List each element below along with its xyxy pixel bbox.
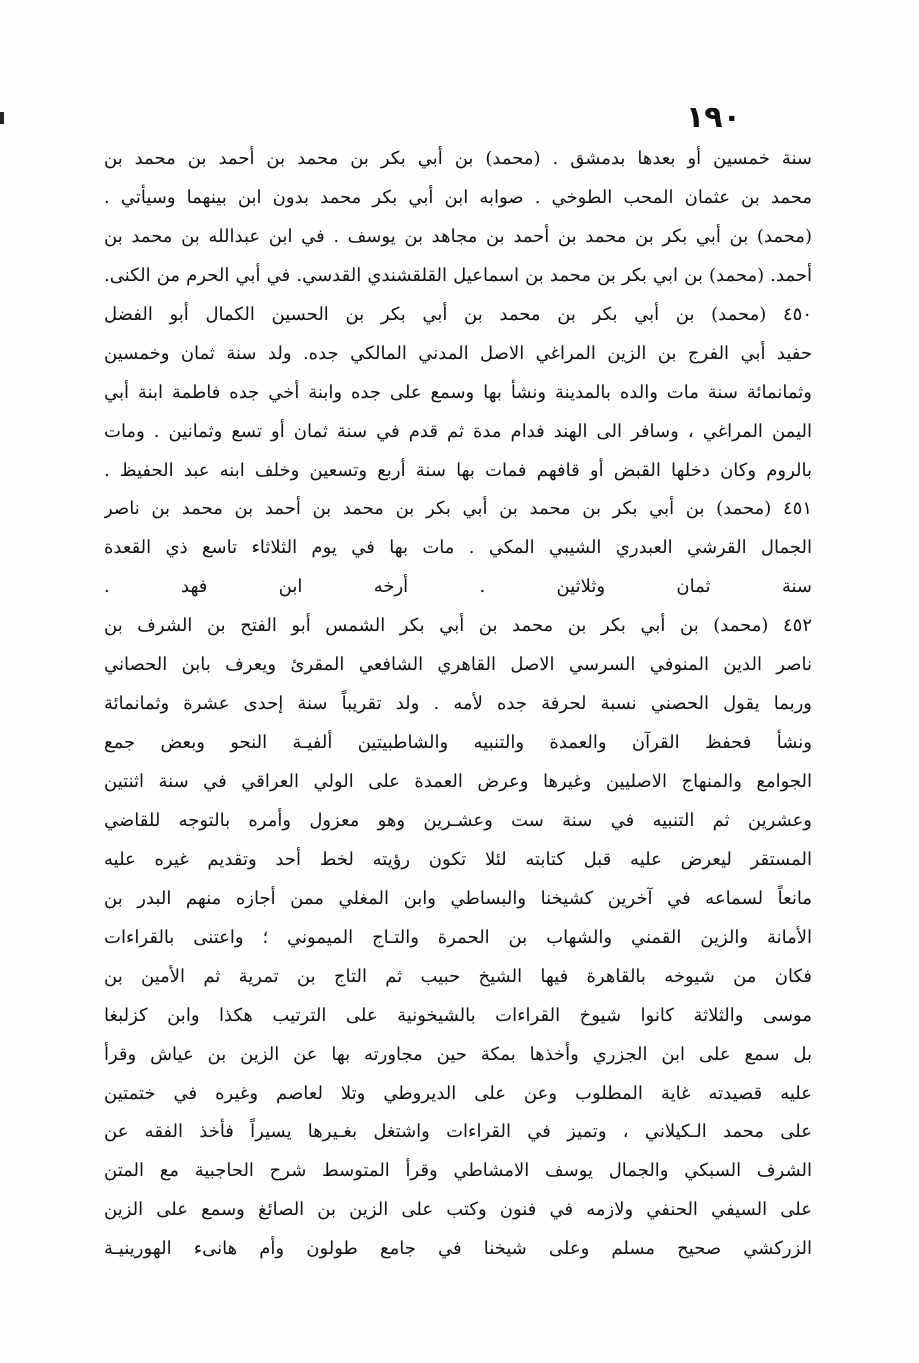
page-body-text <box>104 140 812 1269</box>
text-line: أحمد. (محمد) بن ابي بكر بن محمد بن اسماعيل القلقشندي القدسي. في أبي الحرم من الكنى. <box>104 264 812 286</box>
text-line: ٤٥١ (محمد) بن أبي بكر بن محمد بن أبي بكر بن محمد بن أحمد بن محمد بن ناصر <box>104 498 812 520</box>
text-line: الشرف السبكي والجمال يوسف الامشاطي وقرأ المتوسط شرح الحاجبية مع المتن <box>104 1160 812 1182</box>
text-line: بل سمع على ابن الجزري وأخذها بمكة حين مجاورته بها عن الزين بن عياش وقرأ <box>104 1043 812 1065</box>
text-line: الجمال القرشي العبدري الشيبي المكي . مات بها في يوم الثلاثاء تاسع ذي القعدة <box>104 537 812 559</box>
text-line: اليمن المراغي ، وسافر الى الهند فدام مدة ثم قدم في سنة ثمان أو تسع وثمانين . ومات <box>104 420 812 442</box>
text-line: موسى والثلاثة كانوا شيوخ القراءات بالشيخونية على الترتيب هكذا وابن كزلبغا <box>104 1004 812 1026</box>
text-line: (محمد) بن أبي بكر بن محمد بن أحمد بن مجاهد بن يوسف . في ابن عبدالله بن محمد بن <box>104 225 812 247</box>
text-line: المستقر ليعرض عليه قبل كتابته لئلا تكون رؤيته لخط أحد وتقديم غيره عليه <box>104 848 812 870</box>
text-line: عليه قصيدته غاية المطلوب وعن على الديروطي وتلا لعاصم وغيره في ختمتين <box>104 1082 812 1104</box>
text-line: وثمانمائة سنة مات والده بالمدينة ونشأ بها وسمع على جده وابنة أخي جده فاطمة ابنة أبي <box>104 381 812 403</box>
text-line: ٤٥٢ (محمد) بن أبي بكر بن محمد بن أبي بكر الشمس أبو الفتح بن الشرف بن <box>104 615 812 637</box>
text-line: الجوامع والمنهاج الاصليين وغيرها وعرض العمدة على الولي العراقي في سنة اثنتين <box>104 771 812 792</box>
text-line: سنة ثمان وثلاثين . أرخه ابن فهد . <box>104 576 812 598</box>
text-line: ٤٥٠ (محمد) بن أبي بكر بن محمد بن أبي بكر بن الحسين الكمال أبو الفضل <box>104 303 812 325</box>
text-line: وعشرين ثم التنبيه في سنة ست وعشـرين وهو معزول وأمره بالتوجه للقاضي <box>104 809 812 831</box>
text-line: فكان من شيوخه بالقاهرة فيها الشيخ حبيب ثم التاج بن تمرية ثم الأمين بن <box>104 965 812 987</box>
text-line: ناصر الدين المنوفي السرسي الاصل القاهري الشافعي المقرئ ويعرف بابن الحصاني <box>104 654 812 676</box>
text-line: مانعاً لسماعه في آخرين كشيخنا والبساطي وابن المغلي ممن أجازه منهم البدر بن <box>104 887 812 909</box>
text-line: الأمانة والزين القمني والشهاب بن الحمرة والتـاج الميموني ؛ واعتنى بالقراءات <box>104 926 812 948</box>
text-line: محمد بن عثمان المحب الطوخي . صوابه ابن أبي بكر محمد بدون ابن بينهما وسيأتي . <box>104 186 812 208</box>
text-line: على محمد الـكيلاني ، وتميز في القراءات واشتغل بغـيرها يسيراً فأخذ الفقه عن <box>104 1121 812 1143</box>
text-line: حفيد أبي الفرج بن الزين المراغي الاصل المدني المالكي جده. ولد سنة ثمان وخمسين <box>104 342 812 364</box>
text-line: على السيفي الحنفي ولازمه في فنون وكتب على الزين بن الصائغ وسمع على الزين <box>104 1199 812 1221</box>
text-line: الزركشي صحيح مسلم وعلى شيخنا في جامع طولون وأم هانىء الهورينيـة <box>104 1238 812 1260</box>
text-line: بالروم وكان دخلها القبض أو قافهم فمات بها سنة أربع وتسعين وخلف ابنه عبد الحفيظ . <box>104 459 812 481</box>
text-line: سنة خمسين أو بعدها بدمشق . (محمد) بن أبي بكر بن محمد بن أحمد بن محمد بن <box>104 148 812 169</box>
page-number: ١٩٠ <box>686 100 741 135</box>
text-line: ونشأ فحفظ القرآن والعمدة والتنبيه والشاطبيتين ألفيـة النحو وبعض جمع <box>104 732 812 754</box>
text-line: وربما يقول الحصني نسبة لحرفة جده لأمه . ولد تقريباً سنة إحدى عشرة وثمانمائة <box>104 693 812 715</box>
scan-edge-mark <box>0 112 4 124</box>
